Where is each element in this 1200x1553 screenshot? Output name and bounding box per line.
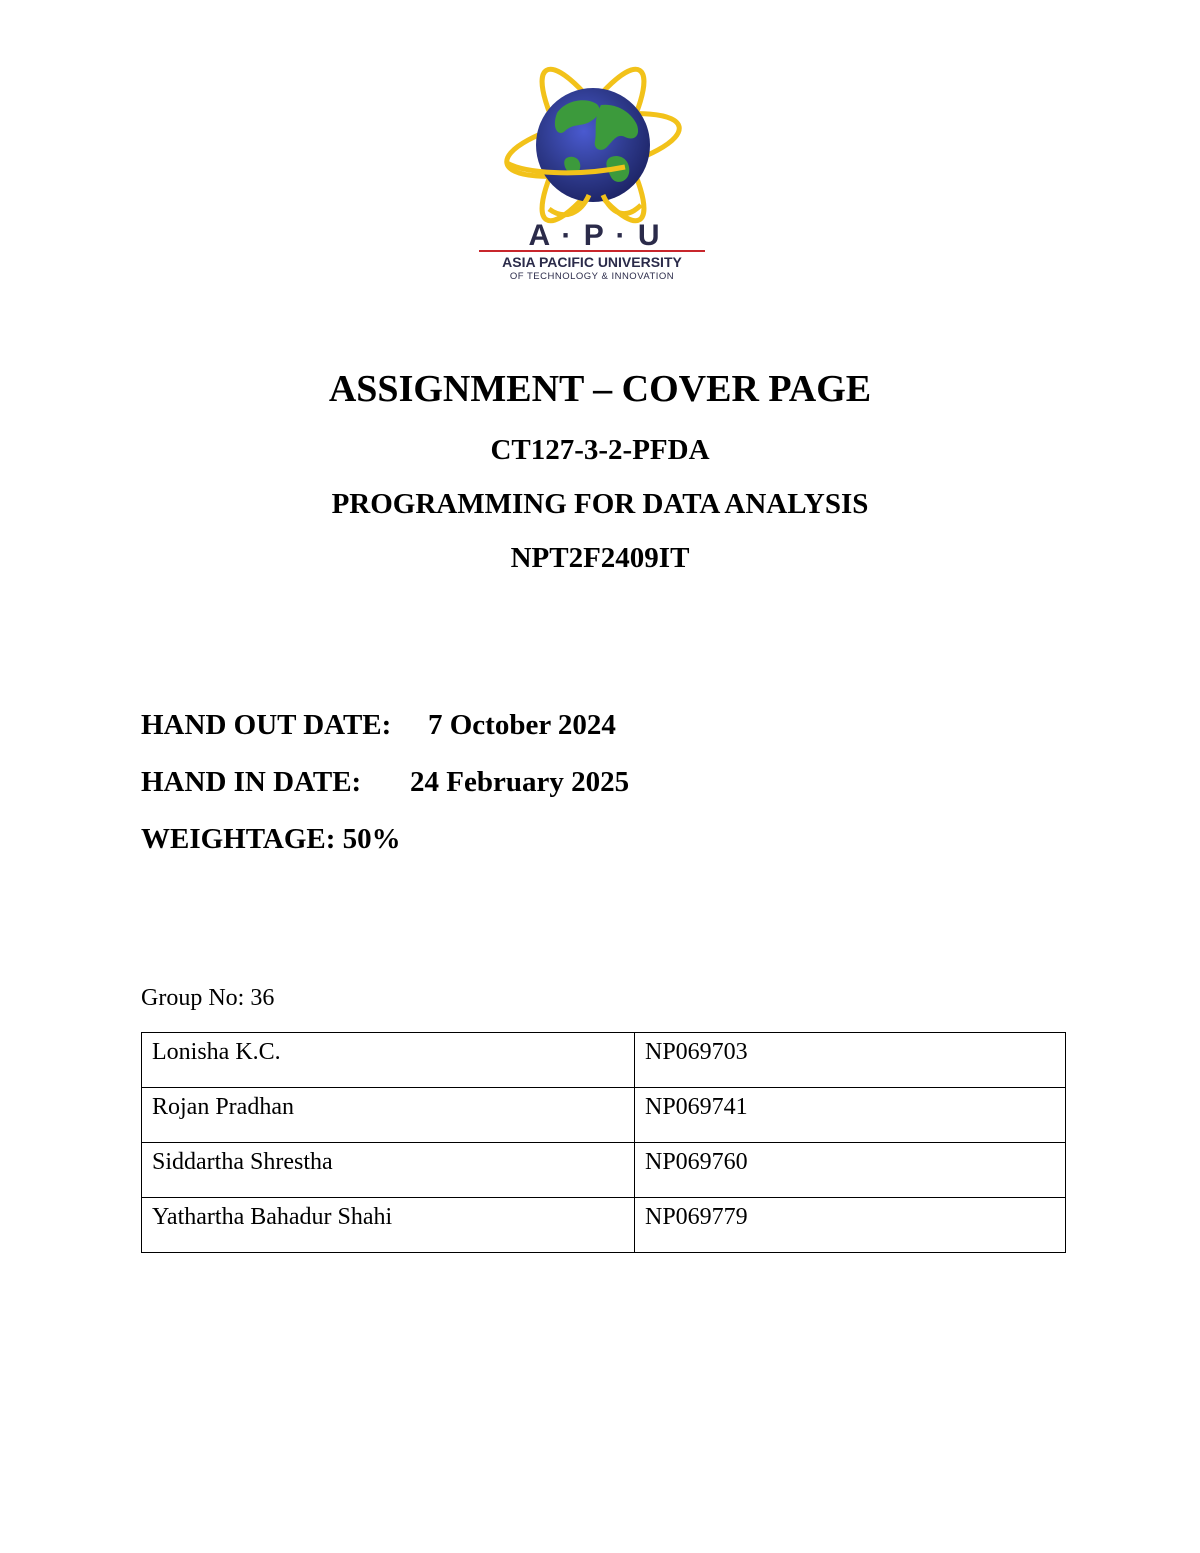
table-row (142, 1033, 1066, 1088)
member-name: Lonisha K.C. (142, 1033, 635, 1088)
course-name: PROGRAMMING FOR DATA ANALYSIS (331, 488, 869, 520)
member-id: NP069760 (635, 1143, 1066, 1198)
member-id: NP069703 (635, 1033, 1066, 1088)
member-name: Rojan Pradhan (142, 1088, 635, 1143)
svg-text:ASIA PACIFIC UNIVERSITY: ASIA PACIFIC UNIVERSITY (502, 254, 682, 270)
member-id: NP069741 (635, 1088, 1066, 1143)
member-table (141, 1032, 1066, 1253)
member-name: Siddartha Shrestha (142, 1143, 635, 1198)
table-row (142, 1198, 1066, 1253)
hand-in-label: HAND IN DATE: (141, 766, 362, 798)
group-number: Group No: 36 (141, 985, 275, 1011)
hand-out-value: 7 October 2024 (428, 709, 616, 741)
hand-out-label: HAND OUT DATE: (141, 709, 392, 741)
hand-in-value: 24 February 2025 (410, 766, 630, 798)
globe-icon (536, 88, 650, 202)
hand-in-date-row (141, 764, 630, 800)
intake-code: NPT2F2409IT (510, 542, 690, 574)
weightage: WEIGHTAGE: 50% (141, 823, 401, 855)
page-title: ASSIGNMENT – COVER PAGE (328, 368, 872, 410)
table-row (142, 1143, 1066, 1198)
member-id: NP069779 (635, 1198, 1066, 1253)
table-row (142, 1088, 1066, 1143)
member-name: Yathartha Bahadur Shahi (142, 1198, 635, 1253)
svg-text:OF TECHNOLOGY & INNOVATION: OF TECHNOLOGY & INNOVATION (509, 271, 675, 282)
hand-out-date-row (141, 707, 616, 743)
svg-text:A · P · U: A · P · U (528, 219, 662, 252)
university-logo (465, 45, 725, 300)
course-code: CT127-3-2-PFDA (490, 434, 710, 466)
